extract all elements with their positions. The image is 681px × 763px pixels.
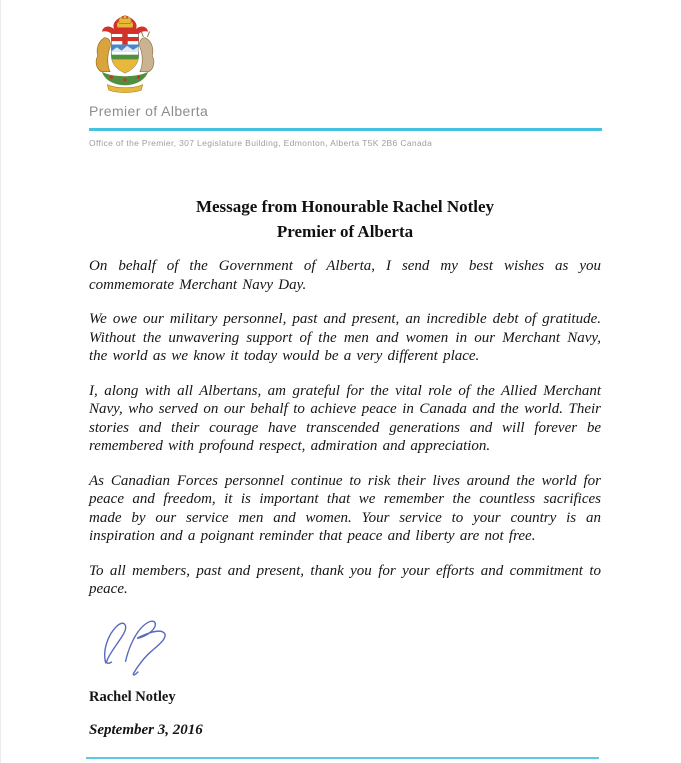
paragraph: On behalf of the Government of Alberta, I send my best wishes as you commemorate Merchant Navy Day. — [89, 258, 601, 293]
org-name: Premier of Alberta — [89, 103, 209, 119]
paragraph: To all members, past and present, thank you for your efforts and commitment to peace. — [89, 562, 601, 597]
letter-body — [89, 257, 601, 599]
handwritten-signature-icon — [97, 615, 212, 677]
paragraph: I, along with all Albertans, am grateful for the vital role of the Allied Merchant Navy, who served on our behalf to achieve peace in Canada and the world. Their stories and their courage have transcended generations and will forever be remembered with profound respect, admiration and appreciation. — [89, 382, 601, 454]
letter-title — [89, 194, 601, 244]
signatory-name: Rachel Notley — [89, 688, 176, 705]
footer-rule — [86, 757, 599, 759]
address-line: Office of the Premier, 307 Legislature Building, Edmonton, Alberta T5K 2B6 Canada — [89, 138, 433, 148]
signature-block — [89, 615, 601, 679]
title-line-1: Message from Honourable Rachel Notley — [195, 197, 495, 216]
letterhead — [89, 13, 601, 148]
title-line-2: Premier of Alberta — [276, 222, 414, 241]
alberta-coat-of-arms-icon — [91, 13, 159, 95]
paragraph: As Canadian Forces personnel continue to risk their lives around the world for peace and freedom, it is important that we remember the countless sacrifices made by our service men and women. Your service to your country is an inspiration and a poignant reminder that peace and liberty are not free. — [89, 472, 601, 544]
paragraph: We owe our military personnel, past and present, an incredible debt of gratitude. Without the unwavering support of the men and women in our Merchant Navy, the world as we know it today would be a very different place. — [89, 311, 601, 364]
letter-date: September 3, 2016 — [89, 721, 203, 738]
letterhead-rule — [89, 128, 602, 131]
